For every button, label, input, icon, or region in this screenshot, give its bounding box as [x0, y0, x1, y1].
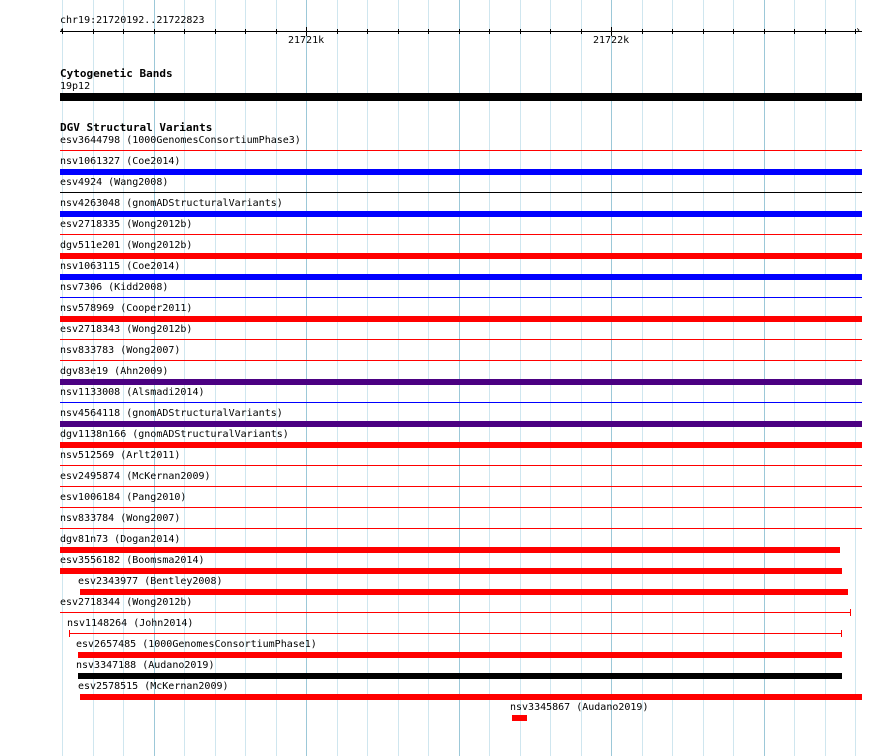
- dgv-feature-line[interactable]: [60, 360, 862, 361]
- dgv-feature-line[interactable]: [60, 465, 862, 466]
- dgv-feature-label[interactable]: nsv1061327 (Coe2014): [60, 156, 181, 167]
- ruler-tick: [642, 29, 643, 34]
- dgv-feature-bar[interactable]: [60, 253, 862, 259]
- grid-line: [62, 0, 63, 756]
- dgv-feature-line[interactable]: [60, 486, 862, 487]
- ruler-tick: [703, 29, 704, 34]
- grid-line: [642, 0, 643, 756]
- dgv-feature-bar[interactable]: [80, 694, 862, 700]
- dgv-feature-line[interactable]: [60, 234, 862, 235]
- dgv-feature-label[interactable]: nsv1148264 (John2014): [67, 618, 194, 629]
- dgv-feature-bar[interactable]: [60, 211, 862, 217]
- grid-line: [855, 0, 856, 756]
- dgv-feature-label[interactable]: nsv1063115 (Coe2014): [60, 261, 181, 272]
- dgv-feature-label[interactable]: nsv4263048 (gnomADStructuralVariants): [60, 198, 283, 209]
- ruler-tick: [550, 29, 551, 34]
- grid-line: [703, 0, 704, 756]
- grid-line: [825, 0, 826, 756]
- cytoband-label[interactable]: 19p12: [60, 81, 91, 92]
- dgv-feature-label[interactable]: dgv81n73 (Dogan2014): [60, 534, 181, 545]
- dgv-feature-label[interactable]: esv3556182 (Boomsma2014): [60, 555, 205, 566]
- dgv-feature-end-cap: [850, 609, 851, 616]
- dgv-feature-label[interactable]: nsv3345867 (Audano2019): [510, 702, 649, 713]
- dgv-feature-label[interactable]: nsv512569 (Arlt2011): [60, 450, 181, 461]
- grid-line: [794, 0, 795, 756]
- dgv-feature-label[interactable]: dgv83e19 (Ahn2009): [60, 366, 169, 377]
- ruler-tick: [459, 29, 460, 34]
- dgv-feature-label[interactable]: nsv833783 (Wong2007): [60, 345, 181, 356]
- dgv-feature-label[interactable]: esv2495874 (McKernan2009): [60, 471, 211, 482]
- grid-line: [764, 0, 765, 756]
- ruler-tick: [428, 29, 429, 34]
- ruler-tick: [184, 29, 185, 34]
- ruler-tick: [215, 29, 216, 34]
- grid-line: [398, 0, 399, 756]
- dgv-feature-start-cap: [69, 630, 70, 637]
- dgv-feature-bar[interactable]: [60, 274, 862, 280]
- grid-line: [611, 0, 612, 756]
- grid-line: [337, 0, 338, 756]
- ruler-axis: [60, 31, 862, 32]
- ruler-tick: [825, 29, 826, 34]
- dgv-feature-label[interactable]: esv2718343 (Wong2012b): [60, 324, 193, 335]
- region-label: chr19:21720192..21722823: [60, 15, 205, 26]
- ruler-tick-label: 21721k: [288, 35, 325, 46]
- dgv-feature-label[interactable]: esv2657485 (1000GenomesConsortiumPhase1): [76, 639, 317, 650]
- dgv-feature-bar[interactable]: [78, 673, 842, 679]
- dgv-feature-end-cap: [841, 630, 842, 637]
- ruler-tick: [520, 29, 521, 34]
- ruler-tick: [398, 29, 399, 34]
- dgv-feature-label[interactable]: esv2718335 (Wong2012b): [60, 219, 193, 230]
- dgv-feature-label[interactable]: esv1006184 (Pang2010): [60, 492, 187, 503]
- grid-line: [459, 0, 460, 756]
- ruler-tick: [764, 29, 765, 34]
- dgv-feature-line[interactable]: [60, 528, 862, 529]
- ruler-tick: [733, 29, 734, 34]
- dgv-feature-label[interactable]: dgv1138n166 (gnomADStructuralVariants): [60, 429, 289, 440]
- dgv-feature-line[interactable]: [69, 633, 842, 634]
- dgv-feature-line[interactable]: [60, 150, 862, 151]
- dgv-feature-bar[interactable]: [60, 169, 862, 175]
- dgv-feature-bar[interactable]: [78, 652, 842, 658]
- cytoband-bar[interactable]: [60, 93, 862, 101]
- dgv-feature-label[interactable]: nsv578969 (Cooper2011): [60, 303, 193, 314]
- cytoband-track-title: Cytogenetic Bands: [60, 67, 173, 80]
- dgv-feature-line[interactable]: [60, 192, 862, 193]
- grid-line: [428, 0, 429, 756]
- dgv-feature-label[interactable]: dgv511e201 (Wong2012b): [60, 240, 193, 251]
- ruler-tick: [154, 29, 155, 34]
- dgv-feature-bar[interactable]: [60, 568, 842, 574]
- dgv-feature-bar[interactable]: [80, 589, 848, 595]
- dgv-feature-label[interactable]: esv2343977 (Bentley2008): [78, 576, 223, 587]
- dgv-feature-label[interactable]: esv3644798 (1000GenomesConsortiumPhase3): [60, 135, 301, 146]
- ruler-arrow-left: ‹: [59, 25, 66, 36]
- dgv-feature-label[interactable]: esv4924 (Wang2008): [60, 177, 169, 188]
- dgv-feature-bar[interactable]: [60, 442, 862, 448]
- ruler-tick: [794, 29, 795, 34]
- ruler-tick: [276, 29, 277, 34]
- dgv-feature-line[interactable]: [60, 339, 862, 340]
- ruler-tick: [672, 29, 673, 34]
- ruler-tick: [489, 29, 490, 34]
- dgv-feature-label[interactable]: nsv7306 (Kidd2008): [60, 282, 169, 293]
- dgv-feature-bar[interactable]: [512, 715, 527, 721]
- ruler-tick: [93, 29, 94, 34]
- ruler-tick: [245, 29, 246, 34]
- ruler-tick: [123, 29, 124, 34]
- dgv-feature-label[interactable]: nsv4564118 (gnomADStructuralVariants): [60, 408, 283, 419]
- dgv-feature-label[interactable]: nsv3347188 (Audano2019): [76, 660, 215, 671]
- dgv-feature-bar[interactable]: [60, 379, 862, 385]
- dgv-feature-bar[interactable]: [60, 316, 862, 322]
- grid-line: [672, 0, 673, 756]
- dgv-feature-bar[interactable]: [60, 547, 840, 553]
- dgv-feature-line[interactable]: [60, 402, 862, 403]
- dgv-feature-bar[interactable]: [60, 421, 862, 427]
- dgv-feature-label[interactable]: esv2718344 (Wong2012b): [60, 597, 193, 608]
- dgv-feature-label[interactable]: nsv1133008 (Alsmadi2014): [60, 387, 205, 398]
- ruler-tick: [337, 29, 338, 34]
- dgv-feature-line[interactable]: [60, 612, 851, 613]
- grid-line: [489, 0, 490, 756]
- dgv-feature-line[interactable]: [60, 297, 862, 298]
- dgv-feature-label[interactable]: esv2578515 (McKernan2009): [78, 681, 229, 692]
- dgv-feature-line[interactable]: [60, 507, 862, 508]
- grid-line: [520, 0, 521, 756]
- ruler-tick-label: 21722k: [593, 35, 630, 46]
- grid-line: [367, 0, 368, 756]
- ruler-tick: [581, 29, 582, 34]
- dgv-track-title: DGV Structural Variants: [60, 121, 213, 134]
- grid-line: [733, 0, 734, 756]
- grid-line: [581, 0, 582, 756]
- ruler-tick: [367, 29, 368, 34]
- grid-line: [550, 0, 551, 756]
- dgv-feature-label[interactable]: nsv833784 (Wong2007): [60, 513, 181, 524]
- ruler-arrow-right: ›: [855, 25, 862, 36]
